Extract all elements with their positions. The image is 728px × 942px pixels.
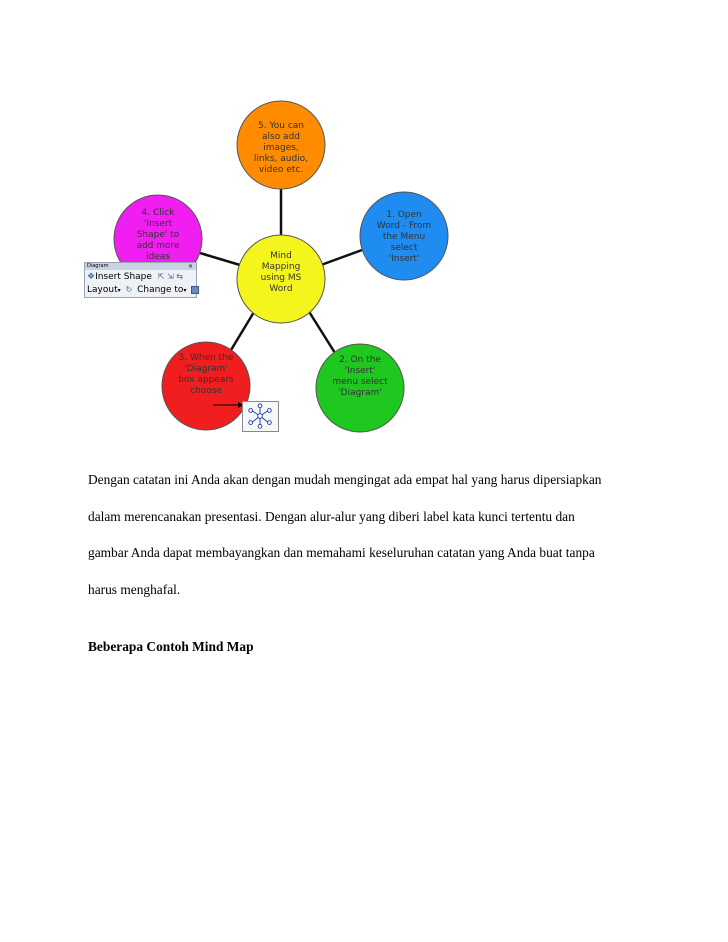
paragraph-line-4: harus menghafal. bbox=[88, 582, 181, 597]
node-2-label-line: 'Insert' bbox=[344, 366, 376, 376]
node-2-label-line: menu select bbox=[332, 377, 388, 387]
radial-diagram-icon bbox=[242, 401, 279, 432]
toolbar-title: Diagram bbox=[87, 263, 109, 269]
node-1-label bbox=[364, 210, 444, 265]
connector-node-1 bbox=[321, 250, 362, 265]
paragraph-line-1: Dengan catatan ini Anda akan dengan mudah mengingat ada empat hal yang harus dipersiapkan bbox=[88, 472, 602, 487]
center-label-line: Mind bbox=[270, 251, 292, 261]
node-4-label-line: Shape' to bbox=[136, 230, 180, 240]
node-1-label-line: 'Insert' bbox=[388, 254, 420, 264]
node-3-label-line: 3. When the bbox=[178, 353, 234, 363]
move-icon: ⇱ ⇲ ⇆ bbox=[157, 272, 184, 281]
connector-node-3 bbox=[231, 312, 254, 350]
node-4-label-line: 'Insert bbox=[143, 219, 173, 229]
node-2-label-line: 'Diagram' bbox=[338, 388, 382, 398]
connector-node-2 bbox=[308, 310, 335, 353]
center-label-line: Mapping bbox=[261, 262, 301, 272]
node-4-label bbox=[118, 208, 198, 263]
section-heading: Beberapa Contoh Mind Map bbox=[88, 639, 254, 654]
node-5-label bbox=[241, 121, 321, 176]
node-5-label-line: 5. You can bbox=[258, 121, 304, 131]
paragraph-line-2: dalam merencanakan presentasi. Dengan alur-alur yang diberi label kata kunci tertentu dan bbox=[88, 509, 575, 524]
center-label bbox=[241, 251, 321, 295]
change-to-button: Change to bbox=[137, 285, 184, 295]
node-3-label bbox=[166, 353, 246, 397]
dropdown-icon: ▾ bbox=[117, 287, 121, 294]
paragraph-line-3: gambar Anda dapat membayangkan dan memahami keseluruhan catatan yang Anda buat tanpa bbox=[88, 545, 595, 560]
insert-shape-icon: ❖ bbox=[87, 272, 96, 282]
node-5-label-line: links, audio, bbox=[253, 154, 309, 164]
node-2-label bbox=[320, 355, 400, 399]
node-5-label-line: images, bbox=[263, 143, 299, 153]
connector-node-4 bbox=[200, 253, 240, 265]
refresh-icon: ↻ bbox=[125, 285, 133, 294]
node-4-label-line: ideas bbox=[146, 252, 170, 262]
close-icon: × bbox=[187, 263, 193, 270]
node-5-label-line: video etc. bbox=[258, 165, 304, 175]
node-3-label-line: box appears bbox=[178, 375, 234, 385]
layout-row bbox=[85, 283, 196, 296]
layout-button: Layout bbox=[87, 285, 118, 295]
node-4-label-line: add more bbox=[136, 241, 180, 251]
node-3-label-line: choose bbox=[190, 386, 222, 396]
node-2-label-line: 2. On the bbox=[339, 355, 381, 365]
node-4-label-line: 4. Click bbox=[141, 208, 175, 218]
node-1-label-line: the Menu bbox=[382, 232, 426, 242]
node-1-label-line: select bbox=[390, 243, 418, 253]
node-5-label-line: also add bbox=[261, 132, 300, 142]
center-label-line: using MS bbox=[260, 273, 302, 283]
insert-shape-row bbox=[85, 270, 196, 283]
arrow-icon bbox=[213, 400, 243, 410]
dropdown-icon: ▾ bbox=[183, 287, 187, 294]
insert-shape-button: Insert Shape bbox=[95, 272, 152, 282]
node-1-label-line: Word - From bbox=[376, 221, 432, 231]
node-3-label-line: 'Diagram' bbox=[184, 364, 228, 374]
checkbox-icon bbox=[191, 286, 199, 294]
center-label-line: Word bbox=[269, 284, 293, 294]
diagram-toolbar bbox=[84, 262, 197, 298]
node-1-label-line: 1. Open bbox=[386, 210, 422, 220]
